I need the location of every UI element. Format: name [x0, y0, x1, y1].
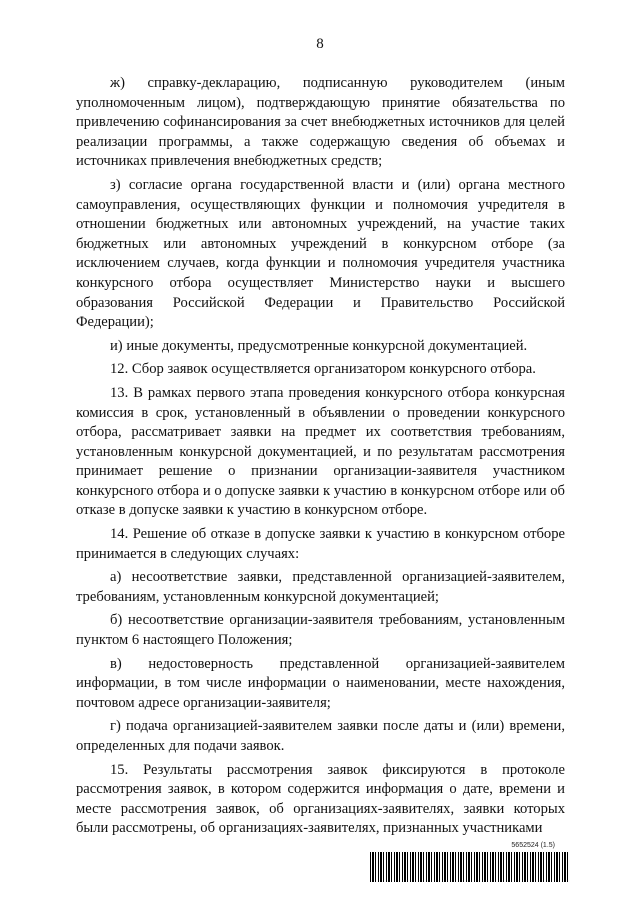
barcode-image — [370, 852, 568, 882]
paragraph-14v: в) недостоверность представленной организацией-заявителем информации, в том числе информации о наименовании, месте нахождения, почтовом адресе организации-заявителя; — [76, 655, 565, 711]
paragraph-z: з) согласие органа государственной власти и (или) органа местного самоуправления, осуществляющих функции и полномочия учредителя в отношении бюджетных или автономных учреждений, на участие таких бюджетных или автономных учреждений в конкурсном отборе (за исключением случаев, когда функции и полномочия учредителя участника конкурсного отбора осуществляет Министерство науки и высшего образования Российской Федерации и Правительство Российской Федерации); — [76, 176, 565, 331]
paragraph-i: и) иные документы, предусмотренные конкурсной документацией. — [110, 337, 528, 354]
paragraph-12: 12. Сбор заявок осуществляется организатором конкурсного отбора. — [110, 361, 536, 378]
paragraph-14a: а) несоответствие заявки, представленной организацией-заявителем, требованиям, установленным конкурсной документацией; — [76, 569, 565, 605]
page-number: 8 — [316, 36, 324, 52]
paragraph-13: 13. В рамках первого этапа проведения конкурсного отбора конкурсная комиссия в срок, установленный в объявлении о проведении конкурсного отбора, рассматривает заявки на предмет их соответствия требованиям, установленным конкурсной документацией, и по результатам рассмотрения принимает решение о признании организации-заявителя участником конкурсного отбора и о допуске заявки к участию в конкурсном отборе или об отказе в допуске заявки к участию в конкурсном отборе. — [76, 384, 565, 519]
document-code: 5652524 (1.5) — [511, 842, 555, 849]
paragraph-14: 14. Решение об отказе в допуске заявки к участию в конкурсном отборе принимается в следующих случаях: — [76, 526, 565, 562]
paragraph-15: 15. Результаты рассмотрения заявок фиксируются в протоколе рассмотрения заявок, в котором содержится информация о дате, времени и месте рассмотрения заявок, об организациях-заявителях, заявки которых были рассмотрены, об организациях-заявителях, признанных участниками — [76, 761, 565, 837]
paragraph-14b: б) несоответствие организации-заявителя требованиям, установленным пунктом 6 настоящего Положения; — [76, 612, 565, 649]
document-body — [76, 74, 565, 843]
paragraph-zh: ж) справку-декларацию, подписанную руководителем (иным уполномоченным лицом), подтверждающую принятие обязательства по привлечению софинансирования за счет внебюджетных источников для целей реализации программы, а также содержащую сведения об объемах и источниках привлечения внебюджетных средств; — [76, 75, 565, 170]
paragraph-14g: г) подача организацией-заявителем заявки после даты и (или) времени, определенных для подачи заявок. — [76, 718, 565, 754]
